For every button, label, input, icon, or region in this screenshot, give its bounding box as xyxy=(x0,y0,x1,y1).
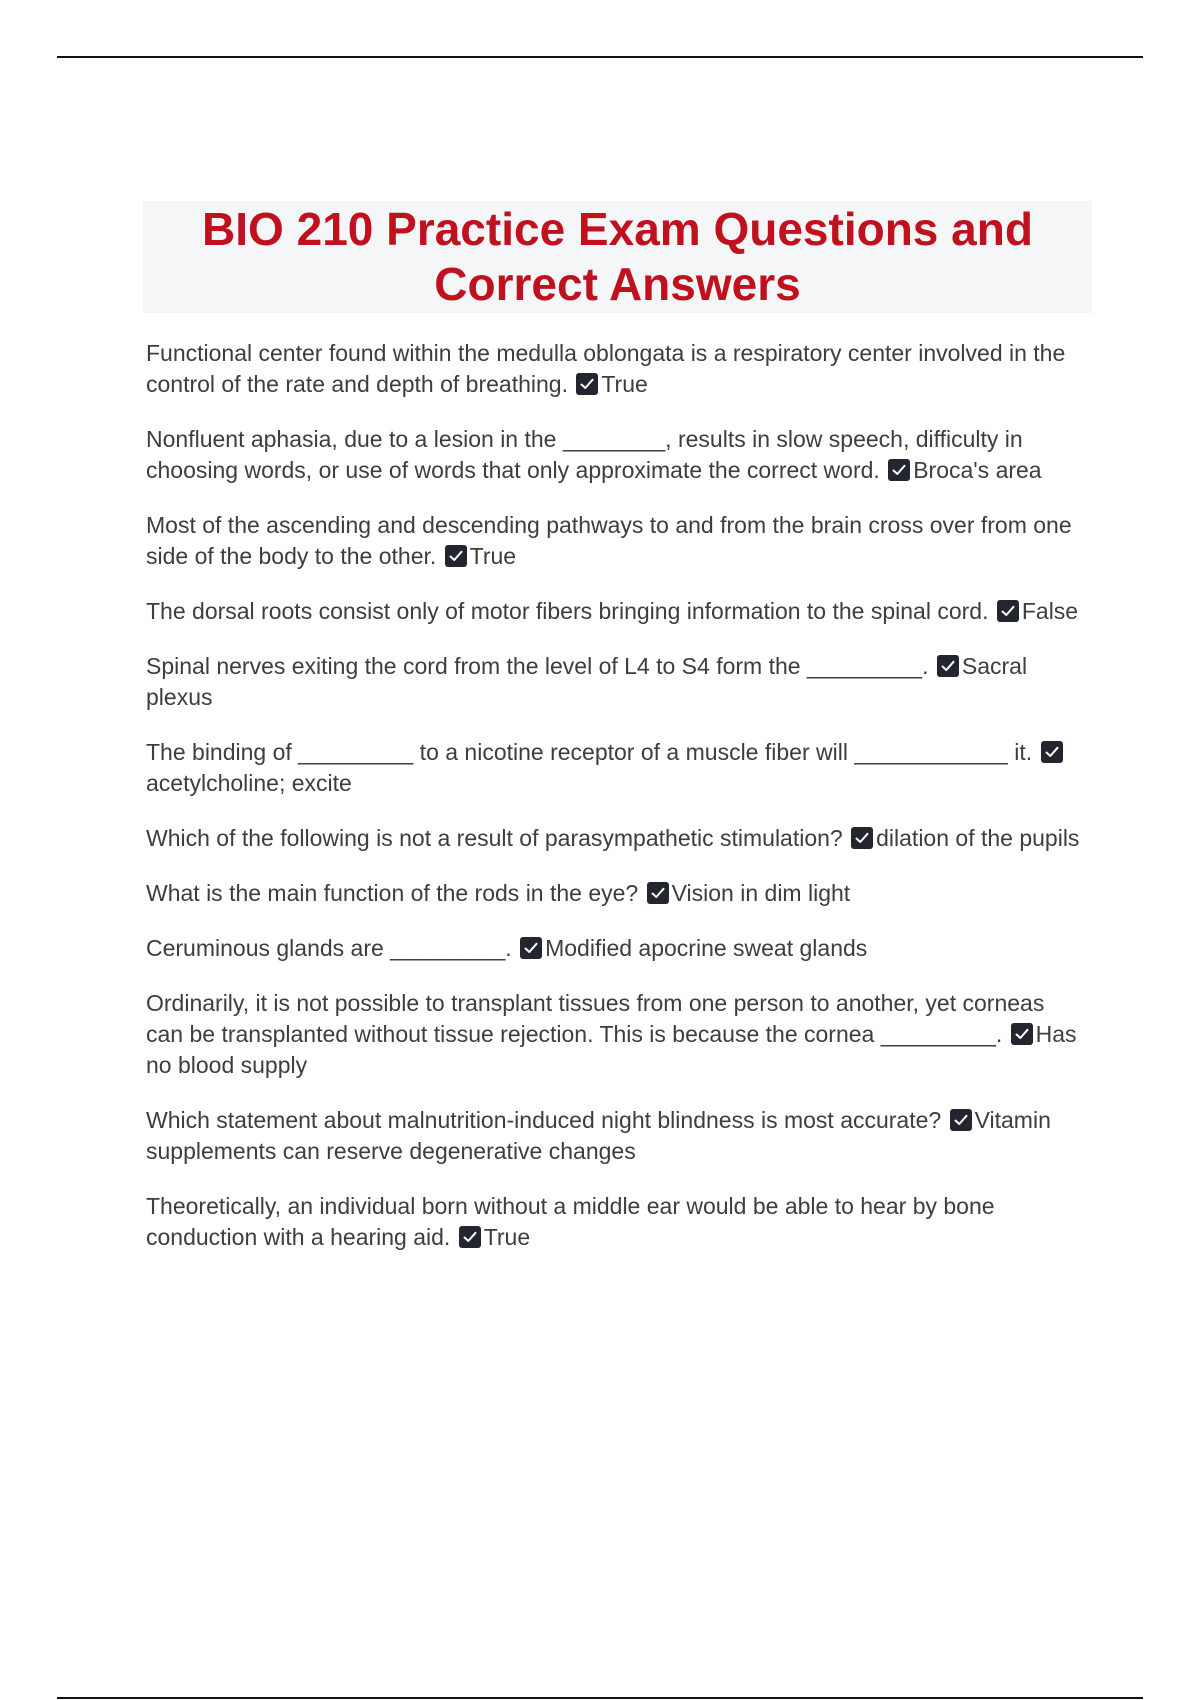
check-box-icon xyxy=(520,937,542,959)
question-text: Spinal nerves exiting the cord from the level of L4 to S4 form the _________. xyxy=(146,653,929,679)
check-box-icon xyxy=(888,459,910,481)
question-text: The dorsal roots consist only of motor fibers bringing information to the spinal cord. xyxy=(146,598,989,624)
page-title: BIO 210 Practice Exam Questions and Correct Answers xyxy=(202,203,1033,310)
answer-text: Modified apocrine sweat glands xyxy=(545,935,868,961)
footer-rule xyxy=(57,1697,1143,1699)
question-text: Ceruminous glands are _________. xyxy=(146,935,512,961)
question-item xyxy=(146,510,1086,572)
answer-text: Has no blood supply xyxy=(146,1021,1077,1078)
check-box-icon xyxy=(950,1109,972,1131)
answer-text: Sacral plexus xyxy=(146,653,1028,710)
question-item xyxy=(146,1191,1086,1253)
question-item xyxy=(146,737,1086,799)
answer-text: Broca's area xyxy=(913,457,1042,483)
check-box-icon xyxy=(1011,1023,1033,1045)
check-box-icon xyxy=(937,655,959,677)
check-box-icon xyxy=(445,545,467,567)
question-list xyxy=(146,338,1086,1277)
question-text: Ordinarily, it is not possible to transplant tissues from one person to another, yet corneas can be transplanted without tissue rejection. This is because the cornea _________. xyxy=(146,990,1045,1047)
answer-text: acetylcholine; excite xyxy=(146,770,352,796)
question-item xyxy=(146,933,1086,964)
answer-text: True xyxy=(469,543,517,569)
question-item xyxy=(146,823,1086,854)
check-box-icon xyxy=(459,1226,481,1248)
answer-text: True xyxy=(483,1224,531,1250)
question-item xyxy=(146,424,1086,486)
question-item xyxy=(146,1105,1086,1167)
question-text: The binding of _________ to a nicotine receptor of a muscle fiber will ____________ it. xyxy=(146,739,1033,765)
answer-text: dilation of the pupils xyxy=(876,825,1080,851)
question-item xyxy=(146,651,1086,713)
question-item xyxy=(146,338,1086,400)
check-box-icon xyxy=(997,600,1019,622)
question-text: Theoretically, an individual born without a middle ear would be able to hear by bone conduction with a hearing aid. xyxy=(146,1193,995,1250)
answer-text: False xyxy=(1021,598,1079,624)
question-item xyxy=(146,988,1086,1081)
answer-text: Vitamin supplements can reserve degenerative changes xyxy=(146,1107,1051,1164)
check-box-icon xyxy=(576,373,598,395)
check-box-icon xyxy=(851,827,873,849)
title-banner xyxy=(143,201,1092,313)
question-text: Which of the following is not a result of parasympathetic stimulation? xyxy=(146,825,843,851)
question-text: Nonfluent aphasia, due to a lesion in the ________, results in slow speech, difficulty in choosing words, or use of words that only approximate the correct word. xyxy=(146,426,1023,483)
question-text: What is the main function of the rods in the eye? xyxy=(146,880,639,906)
question-text: Which statement about malnutrition-induced night blindness is most accurate? xyxy=(146,1107,942,1133)
answer-text: Vision in dim light xyxy=(671,880,851,906)
question-item xyxy=(146,878,1086,909)
question-text: Functional center found within the medulla oblongata is a respiratory center involved in the control of the rate and depth of breathing. xyxy=(146,340,1066,397)
question-text: Most of the ascending and descending pathways to and from the brain cross over from one side of the body to the other. xyxy=(146,512,1072,569)
check-box-icon xyxy=(1041,741,1063,763)
question-item xyxy=(146,596,1086,627)
header-rule xyxy=(57,56,1143,58)
check-box-icon xyxy=(647,882,669,904)
answer-text: True xyxy=(601,371,648,397)
